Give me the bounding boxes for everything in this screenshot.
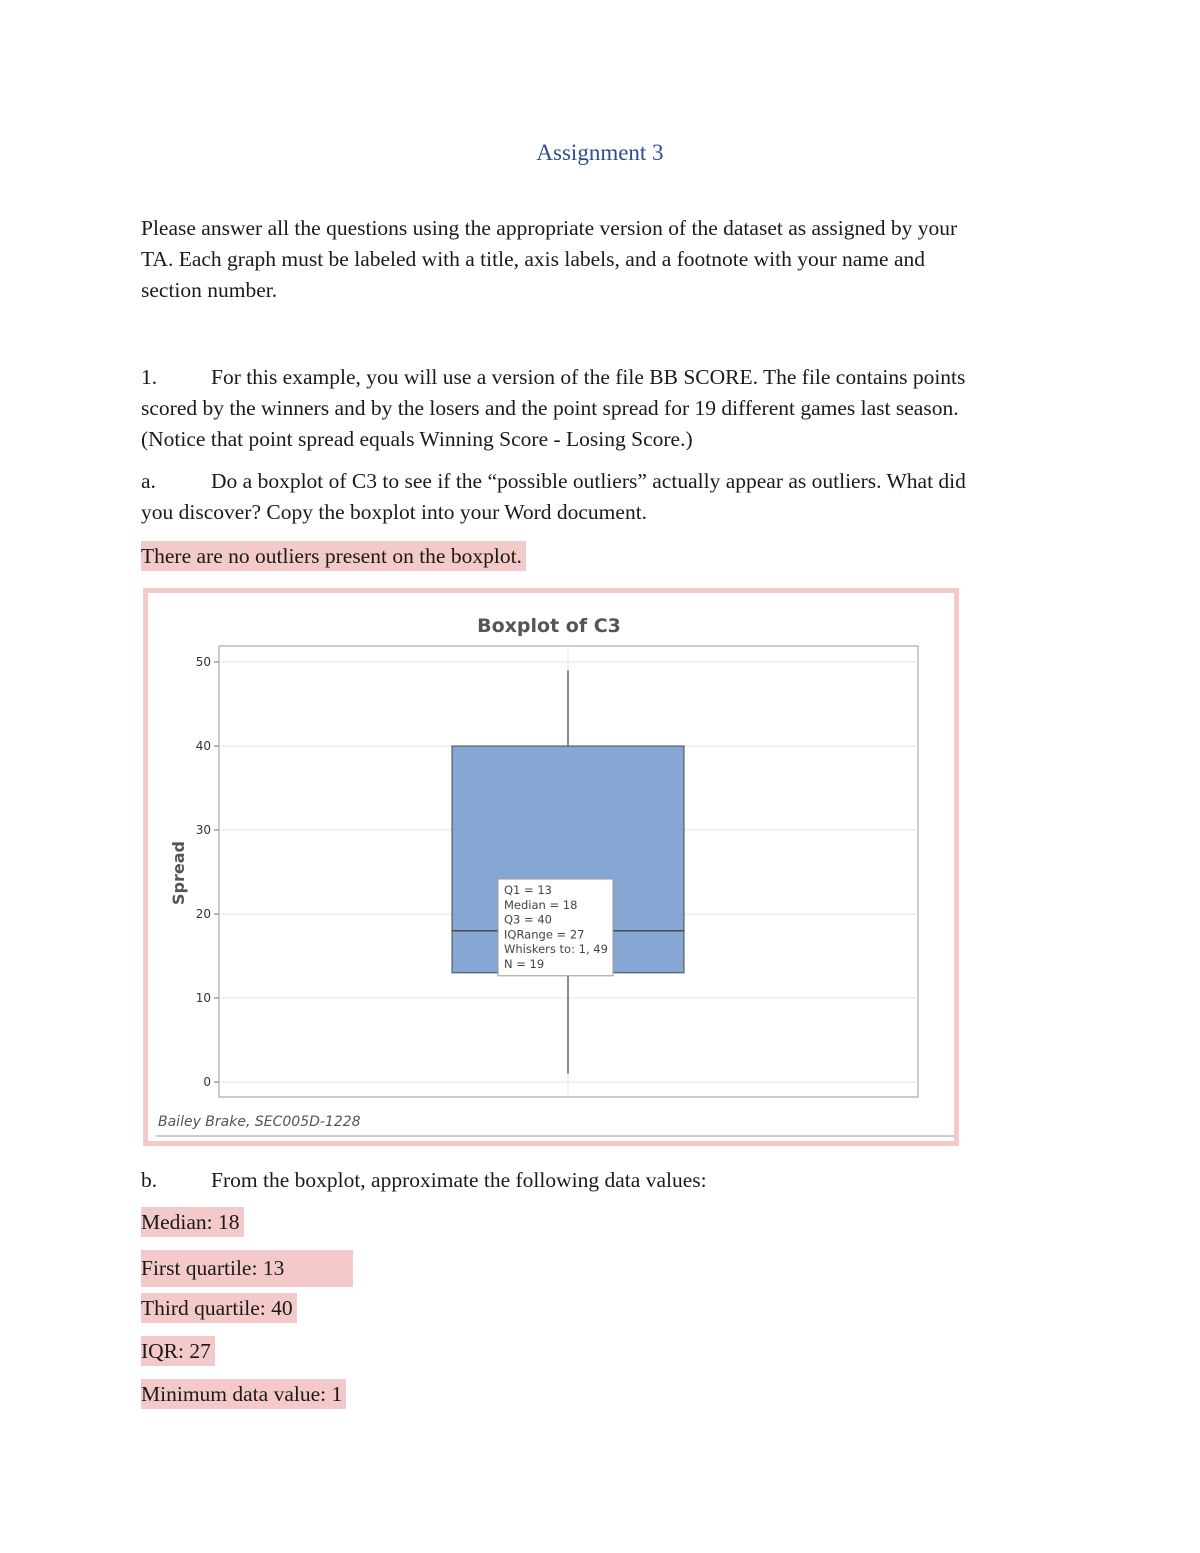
- chart-title: Boxplot of C3: [477, 615, 621, 637]
- question-a-letter: a.: [141, 469, 156, 493]
- answer-minimum-highlight: Minimum data value: 1: [141, 1379, 346, 1409]
- chart-footnote: Bailey Brake, SEC005D-1228: [158, 1114, 361, 1130]
- question-1-number: 1.: [141, 365, 158, 389]
- question-a-line-2: you discover? Copy the boxplot into your Word document.: [141, 500, 648, 524]
- tooltip-line: IQRange = 27: [504, 927, 585, 942]
- answer-first-quartile: [141, 1250, 1061, 1287]
- answer-iqr-highlight: IQR: 27: [141, 1336, 215, 1366]
- answer-a: [141, 541, 1061, 572]
- answer-median-highlight: Median: 18: [141, 1207, 244, 1237]
- tick-label-10: 10: [195, 991, 211, 1005]
- answer-first-quartile-highlight: First quartile: 13: [141, 1250, 353, 1287]
- boxplot-svg: [148, 593, 954, 1141]
- boxplot-chart: [143, 588, 959, 1146]
- answer-median: [141, 1207, 1061, 1238]
- answer-a-highlight: There are no outliers present on the boxplot.: [141, 541, 526, 571]
- intro-line-3: section number.: [141, 278, 278, 302]
- answer-minimum: [141, 1379, 1061, 1410]
- question-1-line-1: For this example, you will use a version of the file BB SCORE. The file contains points: [211, 365, 966, 389]
- answer-third-quartile-highlight: Third quartile: 40: [141, 1293, 297, 1323]
- stats-tooltip: [498, 879, 613, 976]
- intro-paragraph: [141, 213, 1061, 306]
- intro-line-1: Please answer all the questions using the appropriate version of the dataset as assigned by your: [141, 216, 958, 240]
- question-b: [141, 1165, 1061, 1196]
- intro-line-2: TA. Each graph must be labeled with a title, axis labels, and a footnote with your name and: [141, 247, 925, 271]
- tooltip-line: Q1 = 13: [504, 883, 552, 897]
- question-1-line-3: (Notice that point spread equals Winning Score - Losing Score.): [141, 427, 693, 451]
- tick-label-30: 30: [195, 823, 211, 837]
- answer-third-quartile: [141, 1293, 1061, 1324]
- question-a: [141, 466, 1061, 528]
- answer-iqr: [141, 1336, 1061, 1367]
- question-b-letter: b.: [141, 1168, 158, 1192]
- tooltip-line: N = 19: [504, 957, 545, 971]
- tick-label-50: 50: [195, 655, 211, 669]
- tooltip-line: Q3 = 40: [504, 912, 552, 927]
- question-b-text: From the boxplot, approximate the following data values:: [211, 1168, 707, 1192]
- tick-label-20: 20: [195, 907, 211, 921]
- tick-label-0: 0: [203, 1075, 211, 1089]
- question-a-line-1: Do a boxplot of C3 to see if the “possible outliers” actually appear as outliers. What did: [211, 469, 966, 493]
- question-1-line-2: scored by the winners and by the losers and the point spread for 19 different games last season.: [141, 396, 959, 420]
- tooltip-line: Whiskers to: 1, 49: [504, 942, 608, 957]
- y-axis-ticks: [196, 655, 219, 1089]
- question-1: [141, 362, 1061, 455]
- tooltip-line: Median = 18: [504, 897, 578, 912]
- tick-label-40: 40: [195, 739, 211, 753]
- y-axis-label: Spread: [169, 841, 188, 905]
- document-title: Assignment 3: [536, 140, 664, 165]
